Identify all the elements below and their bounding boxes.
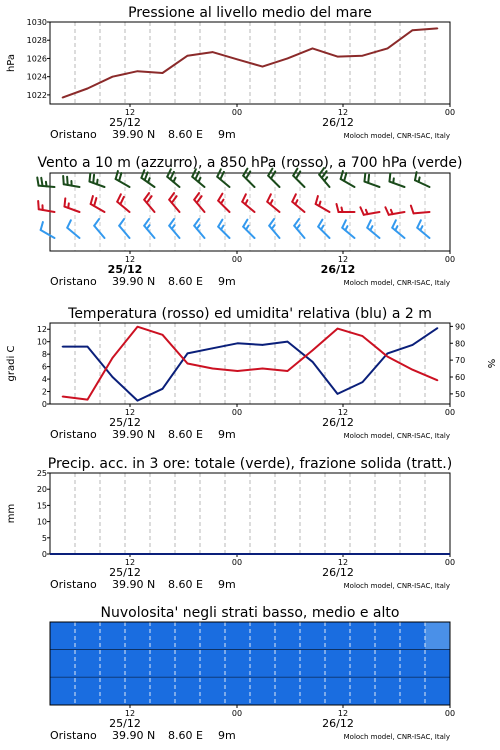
wind-barb-850 — [144, 193, 154, 212]
time-tick-label: 12 — [124, 255, 136, 264]
humidity-line-point — [87, 346, 89, 348]
temperature-line-point — [212, 368, 214, 370]
temperature-chart — [0, 300, 500, 450]
temp-y-tick-label: 12 — [36, 325, 47, 335]
location-lon: 8.60 E — [168, 428, 203, 441]
date-label: 26/12 — [322, 717, 354, 730]
cloud-cell — [325, 650, 350, 678]
humidity-y-label: % — [485, 358, 496, 369]
pressure-line-point — [62, 97, 64, 99]
wind-barb-10m — [392, 220, 404, 238]
time-tick-label: 12 — [337, 709, 349, 718]
wind-barb-700 — [364, 173, 379, 187]
wind-barb-700 — [217, 169, 229, 187]
wind-barb-700 — [268, 169, 279, 187]
location-lon: 8.60 E — [168, 128, 203, 141]
temperature-line-point — [87, 399, 89, 401]
humidity-line-point — [212, 348, 214, 350]
location-name: Oristano — [50, 428, 97, 441]
wind-barb-850 — [169, 193, 179, 212]
wind-barb-10m — [67, 220, 79, 238]
temp-y-tick-label: 0 — [41, 400, 47, 409]
wind-barb-850 — [411, 206, 430, 214]
cloud-cell — [125, 650, 150, 678]
temperature-line-point — [437, 380, 439, 382]
temperature-line-point — [337, 328, 339, 330]
precip-y-tick-label: 20 — [36, 485, 47, 495]
time-tick-label: 00 — [231, 408, 243, 417]
location-elev: 9m — [218, 729, 236, 742]
cloud-cell — [250, 677, 275, 705]
wind-barb-850 — [360, 207, 379, 215]
pressure-y-tick-label: 1028 — [26, 36, 47, 46]
temperature-panel — [0, 300, 500, 450]
clouds-chart — [0, 600, 500, 750]
wind-barb-10m — [417, 220, 429, 238]
humidity-line-point — [362, 381, 364, 383]
temperature-line-point — [312, 350, 314, 352]
clouds-title: Nuvolosita' negli strati basso, medio e alto — [100, 605, 400, 621]
pressure-line-point — [87, 88, 89, 90]
wind-barb-850 — [218, 194, 229, 212]
temperature-line-point — [412, 369, 414, 371]
temp-y-tick-label: 4 — [41, 375, 47, 385]
wind-barb-10m — [119, 219, 129, 238]
wind-barb-850 — [91, 196, 105, 212]
humidity-line-point — [337, 393, 339, 395]
wind-barb-10m — [318, 220, 329, 238]
time-tick-label: 12 — [124, 558, 136, 567]
pressure-line-point — [187, 55, 189, 57]
cloud-cell — [200, 677, 225, 705]
cloud-cell — [350, 650, 375, 678]
date-label: 26/12 — [322, 416, 354, 429]
wind-barb-700 — [243, 169, 254, 187]
humidity-line-point — [162, 388, 164, 390]
temperature-line-point — [112, 357, 114, 359]
pressure-line-point — [262, 66, 264, 68]
time-tick-label: 00 — [231, 108, 243, 117]
wind-barb-850 — [64, 198, 79, 212]
wind-barb-10m — [194, 219, 204, 238]
cloud-cell — [175, 650, 200, 678]
pressure-line-point — [337, 56, 339, 58]
cloud-cell — [100, 650, 125, 678]
cloud-cell — [425, 622, 450, 650]
location-elev: 9m — [218, 428, 236, 441]
date-label: 25/12 — [107, 263, 143, 276]
precip-panel — [0, 450, 500, 600]
cloud-cell — [150, 622, 175, 650]
pressure-chart — [0, 0, 500, 150]
humidity-y-tick-label: 50 — [455, 389, 466, 399]
temp-y-tick-label: 8 — [41, 350, 47, 360]
precip-chart — [0, 450, 500, 600]
cloud-cell — [375, 677, 400, 705]
time-tick-label: 12 — [337, 558, 349, 567]
precip-title: Precip. acc. in 3 ore: totale (verde), frazione solida (tratt.) — [47, 456, 453, 472]
wind-barb-850 — [117, 194, 129, 212]
humidity-y-tick-label: 60 — [455, 373, 466, 382]
cloud-cell — [375, 650, 400, 678]
cloud-cell — [175, 622, 200, 650]
cloud-cell — [400, 650, 425, 678]
wind-barb-850 — [242, 194, 254, 212]
date-label: 26/12 — [322, 566, 354, 579]
location-lat: 39.90 N — [112, 275, 156, 288]
humidity-y-tick-label: 70 — [455, 356, 466, 366]
time-tick-label: 12 — [124, 108, 136, 117]
precip-y-tick-label: 10 — [36, 517, 47, 527]
wind-barb-700 — [389, 173, 404, 187]
humidity-line-point — [412, 344, 414, 346]
location-elev: 9m — [218, 578, 236, 591]
humidity-line-point — [387, 353, 389, 355]
location-lon: 8.60 E — [168, 578, 203, 591]
temperature-title: Temperatura (rosso) ed umidita' relativa (blu) a 2 m — [68, 306, 432, 322]
temperature-line-point — [362, 335, 364, 337]
cloud-cell — [300, 622, 325, 650]
pressure-line-point — [212, 51, 214, 53]
time-tick-label: 12 — [337, 108, 349, 117]
cloud-cell — [75, 650, 100, 678]
wind-panel — [0, 150, 500, 300]
cloud-cell — [350, 677, 375, 705]
wind-barb-700 — [319, 168, 329, 187]
location-elev: 9m — [218, 128, 236, 141]
location-lat: 39.90 N — [112, 128, 156, 141]
cloud-cell — [325, 677, 350, 705]
wind-barb-700 — [63, 176, 79, 187]
cloud-cell — [275, 677, 300, 705]
humidity-line-point — [262, 344, 264, 346]
humidity-y-tick-label: 90 — [455, 322, 466, 332]
pressure-line-point — [237, 59, 239, 61]
precip-y-tick-label: 5 — [41, 533, 47, 543]
cloud-cell — [275, 650, 300, 678]
wind-barb-700 — [192, 169, 204, 187]
time-tick-label: 00 — [231, 709, 243, 718]
cloud-cell — [225, 677, 250, 705]
humidity-line-point — [62, 346, 64, 348]
pressure-line-point — [312, 48, 314, 50]
cloud-cell — [100, 677, 125, 705]
wind-title: Vento a 10 m (azzurro), a 850 hPa (rosso), a 700 hPa (verde) — [37, 155, 463, 171]
wind-barb-10m — [41, 222, 55, 238]
temperature-line-point — [387, 356, 389, 358]
model-credit: Moloch model, CNR-ISAC, Italy — [343, 279, 450, 287]
temp-y-label: gradi C — [6, 345, 17, 382]
wind-barb-10m — [243, 220, 254, 238]
temp-y-tick-label: 10 — [36, 337, 47, 347]
date-label: 25/12 — [109, 116, 141, 129]
wind-barb-850 — [38, 201, 54, 212]
wind-barb-850 — [194, 193, 204, 212]
plot-frame — [50, 473, 450, 554]
date-label: 26/12 — [320, 263, 356, 276]
wind-barb-700 — [89, 173, 104, 187]
pressure-line-point — [387, 48, 389, 50]
location-lon: 8.60 E — [168, 729, 203, 742]
humidity-y-tick-label: 80 — [455, 339, 466, 349]
pressure-line-point — [287, 58, 289, 60]
time-tick-label: 00 — [231, 558, 243, 567]
wind-barb-10m — [269, 219, 279, 238]
cloud-cell — [225, 650, 250, 678]
location-elev: 9m — [218, 275, 236, 288]
location-name: Oristano — [50, 729, 97, 742]
cloud-cell — [400, 622, 425, 650]
pressure-y-label: hPa — [6, 53, 17, 73]
clouds-panel — [0, 600, 500, 750]
model-credit: Moloch model, CNR-ISAC, Italy — [343, 582, 450, 590]
cloud-cell — [150, 677, 175, 705]
wind-barb-850 — [316, 196, 330, 212]
humidity-line-point — [237, 342, 239, 344]
temperature-line-point — [287, 370, 289, 372]
cloud-cell — [200, 622, 225, 650]
cloud-cell — [325, 622, 350, 650]
time-tick-label: 00 — [231, 255, 243, 264]
time-tick-label: 12 — [124, 408, 136, 417]
location-lat: 39.90 N — [112, 729, 156, 742]
wind-barb-850 — [267, 194, 279, 212]
temperature-line-point — [137, 326, 139, 328]
temperature-line-point — [262, 368, 264, 370]
cloud-cell — [150, 650, 175, 678]
time-tick-label: 00 — [444, 255, 456, 264]
cloud-cell — [75, 622, 100, 650]
time-tick-label: 00 — [444, 408, 456, 417]
time-tick-label: 12 — [124, 709, 136, 718]
cloud-cell — [50, 677, 75, 705]
cloud-cell — [300, 650, 325, 678]
wind-barb-10m — [94, 219, 104, 238]
temp-y-tick-label: 2 — [41, 387, 47, 397]
humidity-line-point — [112, 376, 114, 378]
location-name: Oristano — [50, 578, 97, 591]
pressure-y-tick-label: 1022 — [26, 90, 47, 100]
cloud-cell — [425, 650, 450, 678]
model-credit: Moloch model, CNR-ISAC, Italy — [343, 733, 450, 741]
humidity-line-point — [137, 400, 139, 402]
wind-barb-700 — [167, 169, 179, 187]
precip-y-label: mm — [6, 503, 17, 524]
cloud-cell — [50, 650, 75, 678]
temp-y-tick-label: 6 — [41, 362, 47, 372]
time-tick-label: 12 — [337, 408, 349, 417]
wind-barb-850 — [292, 194, 304, 212]
pressure-panel — [0, 0, 500, 150]
pressure-y-tick-label: 1024 — [26, 72, 47, 82]
cloud-cell — [400, 677, 425, 705]
wind-barb-700 — [415, 172, 430, 187]
temperature-line-point — [187, 363, 189, 365]
wind-barb-10m — [294, 219, 304, 238]
cloud-cell — [100, 622, 125, 650]
wind-barb-850 — [337, 204, 355, 212]
temperature-line-point — [162, 334, 164, 336]
temperature-line-point — [62, 396, 64, 398]
humidity-line-point — [187, 353, 189, 355]
precip-y-tick-label: 15 — [36, 501, 47, 511]
date-label: 26/12 — [322, 116, 354, 129]
model-credit: Moloch model, CNR-ISAC, Italy — [343, 432, 450, 440]
cloud-cell — [50, 622, 75, 650]
model-credit: Moloch model, CNR-ISAC, Italy — [343, 132, 450, 140]
pressure-line-point — [137, 70, 139, 72]
cloud-cell — [175, 677, 200, 705]
wind-barb-700 — [293, 169, 304, 187]
location-lat: 39.90 N — [112, 578, 156, 591]
location-name: Oristano — [50, 128, 97, 141]
pressure-title: Pressione al livello medio del mare — [128, 5, 372, 21]
precip-y-tick-label: 25 — [36, 469, 47, 478]
pressure-line-point — [437, 28, 439, 30]
pressure-y-tick-label: 1030 — [26, 18, 47, 27]
location-name: Oristano — [50, 275, 97, 288]
pressure-line-point — [412, 29, 414, 31]
cloud-cell — [200, 650, 225, 678]
cloud-cell — [125, 622, 150, 650]
pressure-line-point — [162, 72, 164, 74]
cloud-cell — [375, 622, 400, 650]
humidity-line-point — [312, 361, 314, 363]
time-tick-label: 00 — [444, 558, 456, 567]
wind-barb-10m — [342, 220, 354, 238]
date-label: 25/12 — [109, 717, 141, 730]
cloud-cell — [250, 650, 275, 678]
wind-chart — [0, 150, 500, 300]
cloud-cell — [275, 622, 300, 650]
wind-barb-10m — [144, 219, 154, 238]
cloud-cell — [300, 677, 325, 705]
pressure-line-point — [112, 76, 114, 78]
wind-barb-10m — [169, 219, 179, 238]
precip-y-tick-label: 0 — [41, 550, 47, 559]
humidity-line-point — [437, 327, 439, 329]
cloud-cell — [225, 622, 250, 650]
pressure-y-tick-label: 1026 — [26, 54, 47, 64]
wind-barb-700 — [37, 177, 54, 187]
time-tick-label: 12 — [337, 255, 349, 264]
cloud-cell — [75, 677, 100, 705]
humidity-line-point — [287, 341, 289, 343]
cloud-cell — [125, 677, 150, 705]
time-tick-label: 00 — [444, 108, 456, 117]
cloud-cell — [350, 622, 375, 650]
date-label: 25/12 — [109, 416, 141, 429]
cloud-cell — [425, 677, 450, 705]
wind-barb-10m — [367, 220, 379, 238]
wind-barb-10m — [218, 220, 229, 238]
location-lon: 8.60 E — [168, 275, 203, 288]
pressure-line-point — [362, 55, 364, 57]
wind-barb-850 — [385, 207, 404, 215]
date-label: 25/12 — [109, 566, 141, 579]
cloud-cell — [250, 622, 275, 650]
time-tick-label: 00 — [444, 709, 456, 718]
location-lat: 39.90 N — [112, 428, 156, 441]
temperature-line-point — [237, 370, 239, 372]
